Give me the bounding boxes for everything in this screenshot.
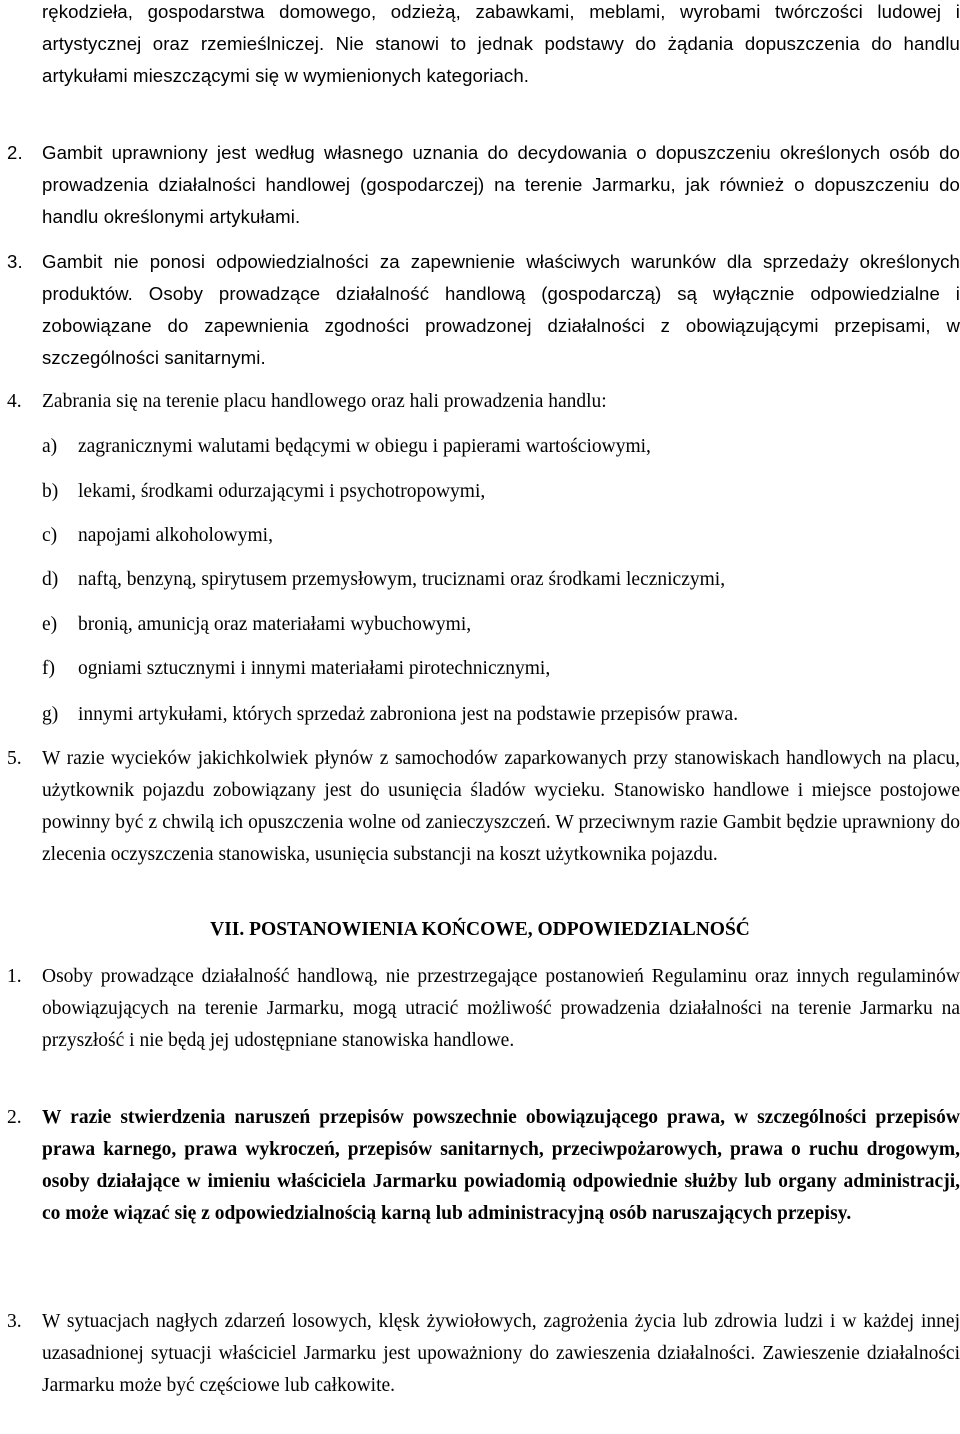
item-number: 4.	[7, 391, 22, 412]
list-item-5	[0, 743, 960, 871]
item-text: Gambit nie ponosi odpowiedzialności za zapewnienie właściwych warunków dla sprzedaży określonych produktów. Osoby prowadzące działalność handlową (gospodarczą) są wyłącznie odpowiedzialne i zobowiązane do zapewnienia zgodności prowadzonej działalności z obowiązującymi przepisami, w szczególności sanitarnymi.	[42, 251, 960, 368]
final-item-3	[0, 1306, 960, 1402]
item-text: W sytuacjach nagłych zdarzeń losowych, klęsk żywiołowych, zagrożenia życia lub zdrowia ludzi i w każdej innej uzasadnionej sytuacji właściciel Jarmarku jest upoważniony do zawieszenia działalności. Zawieszenie działalności Jarmarku może być częściowe lub całkowite.	[42, 1311, 960, 1396]
intro-paragraph	[0, 0, 960, 92]
subitem-text: naftą, benzyną, spirytusem przemysłowym, truciznami oraz środkami leczniczymi,	[78, 569, 726, 590]
item-number: 3.	[7, 251, 23, 272]
final-item-2	[0, 1102, 960, 1230]
intro-text: rękodzieła, gospodarstwa domowego, odzieżą, zabawkami, meblami, wyrobami twórczości ludowej i artystycznej oraz rzemieślniczej. Nie stanowi to jednak podstawy do żądania dopuszczenia do handlu artykułami mieszczącymi się w wymienionych kategoriach.	[42, 1, 960, 86]
subitem-label: a)	[42, 436, 58, 457]
subitem-text: innymi artykułami, których sprzedaż zabroniona jest na podstawie przepisów prawa.	[78, 704, 739, 725]
list-item-4	[0, 386, 960, 418]
subitem-text: bronią, amunicją oraz materiałami wybuchowymi,	[78, 614, 472, 635]
item-number: 2.	[7, 1107, 22, 1128]
item-text: Osoby prowadzące działalność handlową, nie przestrzegające postanowień Regulaminu oraz innych regulaminów obowiązujących na terenie Jarmarku, mogą utracić możliwość prowadzenia działalności na terenie Jarmarku na przyszłość i nie będą jej udostępniane stanowiska handlowe.	[42, 966, 960, 1051]
list-subitem-b	[42, 477, 485, 507]
list-item-2	[0, 137, 960, 233]
list-subitem-g	[42, 700, 738, 730]
item-number: 2.	[7, 142, 23, 163]
item-text: W razie stwierdzenia naruszeń przepisów powszechnie obowiązującego prawa, w szczególności przepisów prawa karnego, prawa wykroczeń, przepisów sanitarnych, przeciwpożarowych, prawa o ruchu drogowym, osoby działające w imieniu właściciela Jarmarku powiadomią odpowiednie służby lub organy administracji, co może wiązać się z odpowiedzialnością karną lub administracyjną osób naruszających przepisy.	[42, 1107, 960, 1224]
item-text: Zabrania się na terenie placu handlowego oraz hali prowadzenia handlu:	[42, 391, 607, 412]
list-subitem-a	[42, 432, 651, 462]
section-heading: VII. POSTANOWIENIA KOŃCOWE, ODPOWIEDZIALNOŚĆ	[210, 919, 750, 940]
subitem-label: d)	[42, 569, 59, 590]
subitem-label: g)	[42, 704, 59, 725]
list-subitem-d	[42, 565, 725, 595]
subitem-label: b)	[42, 481, 59, 502]
list-subitem-c	[42, 521, 273, 551]
item-number: 1.	[7, 966, 22, 987]
subitem-text: napojami alkoholowymi,	[78, 525, 273, 546]
subitem-text: zagranicznymi walutami będącymi w obiegu i papierami wartościowymi,	[78, 436, 651, 457]
subitem-label: f)	[42, 658, 55, 679]
subitem-label: c)	[42, 525, 58, 546]
final-item-1	[0, 961, 960, 1057]
list-subitem-e	[42, 610, 471, 640]
item-text: W razie wycieków jakichkolwiek płynów z samochodów zaparkowanych przy stanowiskach handlowych na placu, użytkownik pojazdu zobowiązany jest do usunięcia śladów wycieku. Stanowisko handlowe i miejsce postojowe powinny być z chwilą ich opuszczenia wolne od zanieczyszczeń. W przeciwnym razie Gambit będzie uprawniony do zlecenia oczyszczenia stanowiska, usunięcia substancji na koszt użytkownika pojazdu.	[42, 748, 960, 865]
subitem-label: e)	[42, 614, 58, 635]
subitem-text: ogniami sztucznymi i innymi materiałami pirotechnicznymi,	[78, 658, 551, 679]
list-item-3	[0, 246, 960, 374]
item-number: 3.	[7, 1311, 22, 1332]
item-text: Gambit uprawniony jest według własnego uznania do decydowania o dopuszczeniu określonych osób do prowadzenia działalności handlowej (gospodarczej) na terenie Jarmarku, jak również o dopuszczeniu do handlu określonymi artykułami.	[42, 142, 960, 227]
subitem-text: lekami, środkami odurzającymi i psychotropowymi,	[78, 481, 486, 502]
list-subitem-f	[42, 654, 550, 684]
item-number: 5.	[7, 748, 22, 769]
